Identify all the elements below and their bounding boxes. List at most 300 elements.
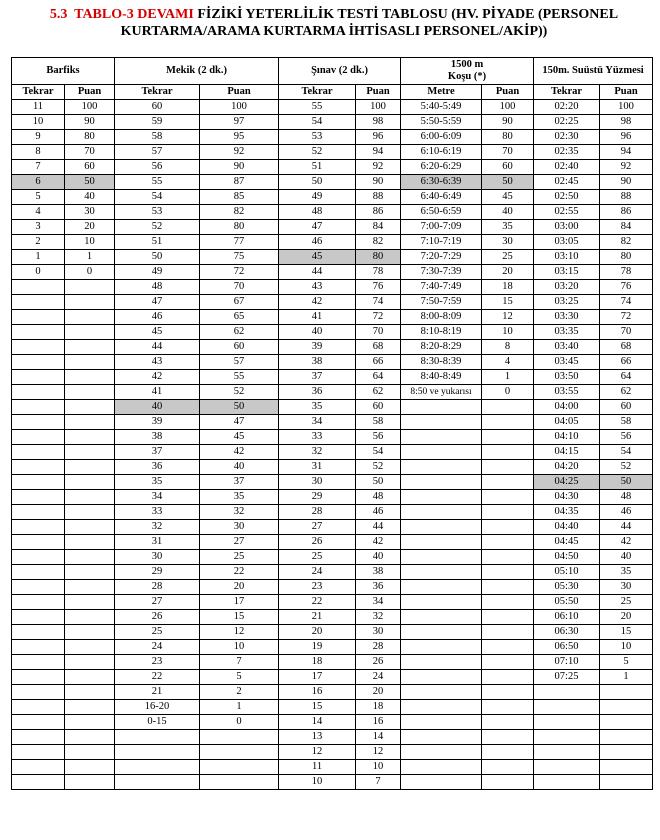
- mekik-puan-cell: 52: [200, 385, 279, 400]
- kosu-value-cell: 7:00-7:09: [401, 220, 482, 235]
- sinav-value-cell: 49: [279, 190, 356, 205]
- yuzme-value-cell: 04:15: [534, 445, 600, 460]
- kosu-puan-cell: [482, 670, 534, 685]
- mekik-value-cell: 41: [115, 385, 200, 400]
- yuzme-value-cell: 04:00: [534, 400, 600, 415]
- mekik-value-cell: 34: [115, 490, 200, 505]
- yuzme-puan-cell: 25: [600, 595, 653, 610]
- yuzme-value-cell: [534, 745, 600, 760]
- mekik-puan-cell: 60: [200, 340, 279, 355]
- kosu-puan-cell: 20: [482, 265, 534, 280]
- mekik-value-cell: 40: [115, 400, 200, 415]
- mekik-puan-cell: 37: [200, 475, 279, 490]
- barfiks-puan-cell: [65, 730, 115, 745]
- barfiks-value-cell: [12, 700, 65, 715]
- yuzme-puan-cell: 80: [600, 250, 653, 265]
- kosu-value-cell: [401, 730, 482, 745]
- mekik-value-cell: 26: [115, 610, 200, 625]
- barfiks-value-cell: [12, 325, 65, 340]
- kosu-puan-cell: 1: [482, 370, 534, 385]
- kosu-value-cell: [401, 415, 482, 430]
- kosu-header-line1: 1500 m: [450, 59, 484, 70]
- table-row: [12, 145, 653, 160]
- kosu-value-cell: 8:10-8:19: [401, 325, 482, 340]
- mekik-value-cell: 49: [115, 265, 200, 280]
- mekik-value-cell: 45: [115, 325, 200, 340]
- mekik-value-cell: [115, 745, 200, 760]
- barfiks-value-cell: [12, 400, 65, 415]
- yuzme-value-cell: 02:25: [534, 115, 600, 130]
- yuzme-puan-cell: 10: [600, 640, 653, 655]
- barfiks-value-cell: 5: [12, 190, 65, 205]
- kosu-value-cell: [401, 490, 482, 505]
- table-row: [12, 550, 653, 565]
- sinav-value-cell: 13: [279, 730, 356, 745]
- barfiks-value-cell: [12, 745, 65, 760]
- yuzme-value-cell: 06:30: [534, 625, 600, 640]
- kosu-value-cell: 6:50-6:59: [401, 205, 482, 220]
- sinav-value-cell: 33: [279, 430, 356, 445]
- kosu-puan-cell: 80: [482, 130, 534, 145]
- sinav-value-cell: 22: [279, 595, 356, 610]
- mekik-value-cell: [115, 730, 200, 745]
- kosu-puan-cell: [482, 685, 534, 700]
- sinav-value-cell: 15: [279, 700, 356, 715]
- yuzme-value-cell: [534, 715, 600, 730]
- sinav-puan-cell: 16: [356, 715, 401, 730]
- table-row: [12, 295, 653, 310]
- sinav-puan-cell: 10: [356, 760, 401, 775]
- barfiks-value-cell: [12, 310, 65, 325]
- subheader-tekrar: Tekrar: [12, 85, 65, 100]
- mekik-value-cell: 37: [115, 445, 200, 460]
- mekik-value-cell: 25: [115, 625, 200, 640]
- yuzme-puan-cell: 90: [600, 175, 653, 190]
- yuzme-value-cell: 06:10: [534, 610, 600, 625]
- table-row: [12, 250, 653, 265]
- yuzme-puan-cell: 48: [600, 490, 653, 505]
- yuzme-puan-cell: 60: [600, 400, 653, 415]
- mekik-value-cell: 52: [115, 220, 200, 235]
- sinav-puan-cell: 94: [356, 145, 401, 160]
- kosu-value-cell: 6:00-6:09: [401, 130, 482, 145]
- barfiks-value-cell: 0: [12, 265, 65, 280]
- yuzme-puan-cell: [600, 685, 653, 700]
- kosu-puan-cell: 30: [482, 235, 534, 250]
- yuzme-value-cell: [534, 700, 600, 715]
- yuzme-puan-cell: 84: [600, 220, 653, 235]
- mekik-value-cell: 48: [115, 280, 200, 295]
- sinav-puan-cell: 58: [356, 415, 401, 430]
- mekik-value-cell: 53: [115, 205, 200, 220]
- sinav-puan-cell: 84: [356, 220, 401, 235]
- barfiks-puan-cell: 70: [65, 145, 115, 160]
- kosu-value-cell: 8:00-8:09: [401, 310, 482, 325]
- barfiks-value-cell: 11: [12, 100, 65, 115]
- kosu-value-cell: [401, 760, 482, 775]
- barfiks-value-cell: [12, 475, 65, 490]
- sinav-value-cell: 44: [279, 265, 356, 280]
- fitness-test-table: [11, 57, 653, 790]
- sinav-puan-cell: 40: [356, 550, 401, 565]
- yuzme-puan-cell: 82: [600, 235, 653, 250]
- mekik-puan-cell: 65: [200, 310, 279, 325]
- yuzme-puan-cell: 98: [600, 115, 653, 130]
- mekik-value-cell: 22: [115, 670, 200, 685]
- barfiks-puan-cell: 30: [65, 205, 115, 220]
- kosu-value-cell: 8:50 ve yukarısı: [401, 385, 482, 400]
- subheader-puan: Puan: [356, 85, 401, 100]
- subheader-tekrar: Tekrar: [115, 85, 200, 100]
- sinav-value-cell: 19: [279, 640, 356, 655]
- kosu-value-cell: 7:50-7:59: [401, 295, 482, 310]
- kosu-value-cell: [401, 580, 482, 595]
- sinav-puan-cell: 24: [356, 670, 401, 685]
- group-header-sinav: Şınav (2 dk.): [279, 58, 401, 85]
- kosu-value-cell: 7:40-7:49: [401, 280, 482, 295]
- yuzme-value-cell: 03:35: [534, 325, 600, 340]
- yuzme-value-cell: 03:15: [534, 265, 600, 280]
- mekik-puan-cell: 10: [200, 640, 279, 655]
- barfiks-value-cell: 1: [12, 250, 65, 265]
- subheader-puan: Puan: [200, 85, 279, 100]
- table-row: [12, 730, 653, 745]
- table-row: [12, 160, 653, 175]
- kosu-puan-cell: 45: [482, 190, 534, 205]
- yuzme-value-cell: 04:40: [534, 520, 600, 535]
- table-row: [12, 505, 653, 520]
- mekik-puan-cell: 55: [200, 370, 279, 385]
- mekik-puan-cell: 15: [200, 610, 279, 625]
- sinav-puan-cell: 32: [356, 610, 401, 625]
- mekik-puan-cell: 77: [200, 235, 279, 250]
- table-row: [12, 385, 653, 400]
- mekik-puan-cell: 5: [200, 670, 279, 685]
- yuzme-value-cell: 03:05: [534, 235, 600, 250]
- sinav-value-cell: 48: [279, 205, 356, 220]
- mekik-value-cell: 42: [115, 370, 200, 385]
- yuzme-value-cell: 04:35: [534, 505, 600, 520]
- mekik-puan-cell: 70: [200, 280, 279, 295]
- sinav-value-cell: 12: [279, 745, 356, 760]
- yuzme-value-cell: [534, 730, 600, 745]
- barfiks-puan-cell: [65, 640, 115, 655]
- yuzme-puan-cell: 50: [600, 475, 653, 490]
- mekik-puan-cell: 0: [200, 715, 279, 730]
- yuzme-puan-cell: 62: [600, 385, 653, 400]
- barfiks-puan-cell: [65, 550, 115, 565]
- barfiks-puan-cell: [65, 670, 115, 685]
- sinav-value-cell: 21: [279, 610, 356, 625]
- yuzme-value-cell: 05:10: [534, 565, 600, 580]
- yuzme-puan-cell: 76: [600, 280, 653, 295]
- kosu-puan-cell: [482, 565, 534, 580]
- barfiks-puan-cell: [65, 310, 115, 325]
- mekik-puan-cell: 42: [200, 445, 279, 460]
- sinav-puan-cell: 18: [356, 700, 401, 715]
- mekik-puan-cell: 75: [200, 250, 279, 265]
- barfiks-puan-cell: [65, 535, 115, 550]
- sinav-value-cell: 41: [279, 310, 356, 325]
- mekik-puan-cell: 85: [200, 190, 279, 205]
- sinav-value-cell: 39: [279, 340, 356, 355]
- mekik-value-cell: 54: [115, 190, 200, 205]
- table-row: [12, 520, 653, 535]
- yuzme-puan-cell: 52: [600, 460, 653, 475]
- sinav-puan-cell: 96: [356, 130, 401, 145]
- kosu-value-cell: [401, 745, 482, 760]
- mekik-puan-cell: 57: [200, 355, 279, 370]
- barfiks-value-cell: [12, 490, 65, 505]
- group-header-barfiks: Barfiks: [12, 58, 115, 85]
- sinav-puan-cell: 64: [356, 370, 401, 385]
- barfiks-puan-cell: 50: [65, 175, 115, 190]
- sinav-value-cell: 28: [279, 505, 356, 520]
- yuzme-puan-cell: 30: [600, 580, 653, 595]
- kosu-puan-cell: [482, 655, 534, 670]
- barfiks-puan-cell: [65, 520, 115, 535]
- sinav-value-cell: 50: [279, 175, 356, 190]
- barfiks-puan-cell: 0: [65, 265, 115, 280]
- kosu-value-cell: 8:40-8:49: [401, 370, 482, 385]
- kosu-value-cell: 6:40-6:49: [401, 190, 482, 205]
- mekik-value-cell: [115, 760, 200, 775]
- barfiks-puan-cell: [65, 400, 115, 415]
- table-row: [12, 355, 653, 370]
- barfiks-puan-cell: [65, 760, 115, 775]
- mekik-value-cell: 27: [115, 595, 200, 610]
- mekik-value-cell: 21: [115, 685, 200, 700]
- kosu-value-cell: 5:50-5:59: [401, 115, 482, 130]
- kosu-value-cell: 6:10-6:19: [401, 145, 482, 160]
- mekik-puan-cell: 20: [200, 580, 279, 595]
- sinav-puan-cell: 50: [356, 475, 401, 490]
- yuzme-value-cell: 03:10: [534, 250, 600, 265]
- barfiks-value-cell: 6: [12, 175, 65, 190]
- barfiks-value-cell: [12, 685, 65, 700]
- barfiks-puan-cell: 20: [65, 220, 115, 235]
- mekik-value-cell: 24: [115, 640, 200, 655]
- yuzme-value-cell: 07:10: [534, 655, 600, 670]
- yuzme-puan-cell: 20: [600, 610, 653, 625]
- barfiks-puan-cell: 40: [65, 190, 115, 205]
- barfiks-puan-cell: [65, 700, 115, 715]
- title-red-part: TABLO-3 DEVAMI: [74, 7, 194, 22]
- yuzme-puan-cell: 100: [600, 100, 653, 115]
- kosu-puan-cell: [482, 400, 534, 415]
- barfiks-value-cell: [12, 385, 65, 400]
- sinav-puan-cell: 46: [356, 505, 401, 520]
- mekik-puan-cell: 1: [200, 700, 279, 715]
- kosu-value-cell: [401, 430, 482, 445]
- sinav-puan-cell: 80: [356, 250, 401, 265]
- table-row: [12, 325, 653, 340]
- sinav-puan-cell: 44: [356, 520, 401, 535]
- barfiks-value-cell: [12, 415, 65, 430]
- subheader-puan: Puan: [600, 85, 653, 100]
- mekik-value-cell: 57: [115, 145, 200, 160]
- table-row: [12, 535, 653, 550]
- mekik-value-cell: 50: [115, 250, 200, 265]
- sinav-value-cell: 46: [279, 235, 356, 250]
- barfiks-puan-cell: [65, 280, 115, 295]
- yuzme-puan-cell: [600, 730, 653, 745]
- barfiks-value-cell: [12, 355, 65, 370]
- kosu-puan-cell: [482, 520, 534, 535]
- kosu-puan-cell: 4: [482, 355, 534, 370]
- kosu-puan-cell: [482, 535, 534, 550]
- yuzme-value-cell: [534, 685, 600, 700]
- table-body: [12, 100, 653, 790]
- barfiks-value-cell: [12, 595, 65, 610]
- sinav-puan-cell: 90: [356, 175, 401, 190]
- yuzme-value-cell: 04:25: [534, 475, 600, 490]
- table-row: [12, 175, 653, 190]
- mekik-puan-cell: 32: [200, 505, 279, 520]
- mekik-puan-cell: 27: [200, 535, 279, 550]
- barfiks-puan-cell: [65, 610, 115, 625]
- sinav-puan-cell: 12: [356, 745, 401, 760]
- mekik-puan-cell: 25: [200, 550, 279, 565]
- sinav-puan-cell: 74: [356, 295, 401, 310]
- barfiks-puan-cell: [65, 685, 115, 700]
- barfiks-puan-cell: [65, 580, 115, 595]
- table-row: [12, 625, 653, 640]
- sinav-value-cell: 14: [279, 715, 356, 730]
- table-row: [12, 100, 653, 115]
- sinav-value-cell: 34: [279, 415, 356, 430]
- yuzme-puan-cell: 54: [600, 445, 653, 460]
- sinav-value-cell: 17: [279, 670, 356, 685]
- yuzme-value-cell: 03:20: [534, 280, 600, 295]
- mekik-puan-cell: 62: [200, 325, 279, 340]
- kosu-value-cell: 7:10-7:19: [401, 235, 482, 250]
- sinav-puan-cell: 82: [356, 235, 401, 250]
- group-header-kosu: [401, 58, 534, 85]
- yuzme-value-cell: 04:20: [534, 460, 600, 475]
- kosu-puan-cell: [482, 460, 534, 475]
- mekik-value-cell: 51: [115, 235, 200, 250]
- yuzme-value-cell: [534, 775, 600, 790]
- yuzme-value-cell: 03:50: [534, 370, 600, 385]
- yuzme-value-cell: 02:20: [534, 100, 600, 115]
- kosu-value-cell: 7:20-7:29: [401, 250, 482, 265]
- table-row: [12, 370, 653, 385]
- kosu-value-cell: [401, 400, 482, 415]
- table-row: [12, 775, 653, 790]
- kosu-value-cell: 6:30-6:39: [401, 175, 482, 190]
- mekik-puan-cell: 80: [200, 220, 279, 235]
- yuzme-puan-cell: 86: [600, 205, 653, 220]
- sinav-puan-cell: 56: [356, 430, 401, 445]
- kosu-puan-cell: 10: [482, 325, 534, 340]
- kosu-value-cell: [401, 475, 482, 490]
- yuzme-puan-cell: 88: [600, 190, 653, 205]
- barfiks-value-cell: 10: [12, 115, 65, 130]
- yuzme-value-cell: 07:25: [534, 670, 600, 685]
- kosu-puan-cell: [482, 745, 534, 760]
- sinav-puan-cell: 76: [356, 280, 401, 295]
- title-main-part: FİZİKİ YETERLİLİK TESTİ TABLOSU (HV. PİYADE (PERSONEL: [197, 7, 619, 22]
- mekik-value-cell: 29: [115, 565, 200, 580]
- table-row: [12, 130, 653, 145]
- barfiks-puan-cell: 60: [65, 160, 115, 175]
- yuzme-puan-cell: 70: [600, 325, 653, 340]
- yuzme-value-cell: 02:45: [534, 175, 600, 190]
- sinav-puan-cell: 26: [356, 655, 401, 670]
- sinav-value-cell: 26: [279, 535, 356, 550]
- sinav-puan-cell: 70: [356, 325, 401, 340]
- barfiks-puan-cell: 90: [65, 115, 115, 130]
- table-row: [12, 310, 653, 325]
- yuzme-value-cell: 02:35: [534, 145, 600, 160]
- barfiks-puan-cell: [65, 565, 115, 580]
- table-row: [12, 190, 653, 205]
- mekik-puan-cell: 95: [200, 130, 279, 145]
- sinav-puan-cell: 38: [356, 565, 401, 580]
- mekik-value-cell: 35: [115, 475, 200, 490]
- yuzme-value-cell: 04:05: [534, 415, 600, 430]
- barfiks-value-cell: [12, 535, 65, 550]
- mekik-puan-cell: [200, 745, 279, 760]
- barfiks-value-cell: [12, 775, 65, 790]
- sinav-value-cell: 40: [279, 325, 356, 340]
- yuzme-value-cell: 05:30: [534, 580, 600, 595]
- sinav-puan-cell: 68: [356, 340, 401, 355]
- table-row: [12, 430, 653, 445]
- yuzme-puan-cell: 15: [600, 625, 653, 640]
- sinav-puan-cell: 100: [356, 100, 401, 115]
- mekik-puan-cell: 30: [200, 520, 279, 535]
- sinav-puan-cell: 60: [356, 400, 401, 415]
- sinav-value-cell: 32: [279, 445, 356, 460]
- sinav-value-cell: 23: [279, 580, 356, 595]
- table-row: [12, 745, 653, 760]
- barfiks-puan-cell: [65, 715, 115, 730]
- sinav-value-cell: 43: [279, 280, 356, 295]
- kosu-value-cell: [401, 565, 482, 580]
- barfiks-puan-cell: [65, 340, 115, 355]
- mekik-value-cell: 36: [115, 460, 200, 475]
- mekik-value-cell: 47: [115, 295, 200, 310]
- kosu-puan-cell: [482, 700, 534, 715]
- mekik-value-cell: 16-20: [115, 700, 200, 715]
- table-row: [12, 715, 653, 730]
- kosu-puan-cell: [482, 550, 534, 565]
- yuzme-puan-cell: 1: [600, 670, 653, 685]
- kosu-puan-cell: [482, 730, 534, 745]
- kosu-value-cell: [401, 625, 482, 640]
- yuzme-puan-cell: 56: [600, 430, 653, 445]
- yuzme-value-cell: 05:50: [534, 595, 600, 610]
- kosu-value-cell: [401, 715, 482, 730]
- barfiks-value-cell: 2: [12, 235, 65, 250]
- barfiks-value-cell: [12, 580, 65, 595]
- mekik-puan-cell: 2: [200, 685, 279, 700]
- barfiks-value-cell: [12, 550, 65, 565]
- mekik-puan-cell: 7: [200, 655, 279, 670]
- table-row: [12, 265, 653, 280]
- mekik-value-cell: 32: [115, 520, 200, 535]
- yuzme-puan-cell: [600, 700, 653, 715]
- sinav-value-cell: 27: [279, 520, 356, 535]
- barfiks-puan-cell: [65, 295, 115, 310]
- kosu-value-cell: 7:30-7:39: [401, 265, 482, 280]
- sinav-value-cell: 47: [279, 220, 356, 235]
- yuzme-puan-cell: 35: [600, 565, 653, 580]
- table-row: [12, 220, 653, 235]
- barfiks-puan-cell: [65, 415, 115, 430]
